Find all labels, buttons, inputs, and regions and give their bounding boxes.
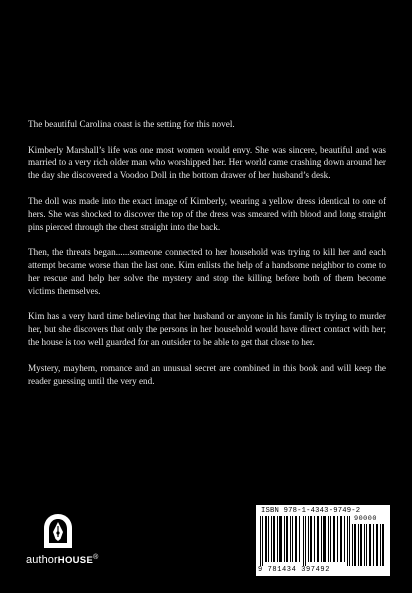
barcode-addon-number: 90000 (354, 515, 377, 523)
book-blurb (28, 118, 386, 400)
barcode-icon (259, 516, 351, 566)
authorhouse-pen-logo-icon (41, 512, 75, 550)
ean-number: 9 781434 397492 (258, 566, 331, 574)
blurb-paragraph-threats: Then, the threats began......someone connected to her household was trying to kill her and each attempt became worse than the last one. Kim enlists the help of a handsome neighbor to come to her rescue and help her solve the mystery and stop the killing before both of them become victims themselves. (28, 247, 386, 296)
publisher-name-part1: author (26, 554, 58, 566)
blurb-paragraph-mystery: Mystery, mayhem, romance and an unusual secret are combined in this book and will keep the reader guessing until the very end. (28, 362, 386, 386)
publisher-name-part2: HOUSE (57, 555, 94, 566)
publisher-logo (26, 512, 106, 576)
barcode-addon-icon (352, 524, 386, 566)
blurb-paragraph-doll: The doll was made into the exact image of Kimberly, wearing a yellow dress identical to one of hers. She was shocked to discover the top of the dress was smeared with blood and long straight pins pierced through the chest straight into the back. (28, 195, 386, 232)
publisher-trademark: ® (93, 554, 99, 561)
blurb-paragraph-setting: The beautiful Carolina coast is the setting for this novel. (28, 119, 235, 129)
isbn-label: ISBN 978-1-4343-9749-2 (261, 507, 361, 515)
blurb-paragraph-kimberly: Kimberly Marshall’s life was one most women would envy. She was sincere, beautiful and was married to a very rich older man who worshipped her. Her world came crashing down around her the day she discovered a Voodoo Doll in the bottom drawer of her husband’s desk. (28, 144, 386, 181)
blurb-paragraph-husband: Kim has a very hard time believing that her husband or anyone in his family is trying to murder her, but she discovers that only the persons in her household would have direct contact with her; the house is too well guarded for an outsider to be able to get that close to her. (28, 311, 386, 348)
publisher-name (26, 554, 116, 566)
isbn-barcode (256, 505, 390, 576)
